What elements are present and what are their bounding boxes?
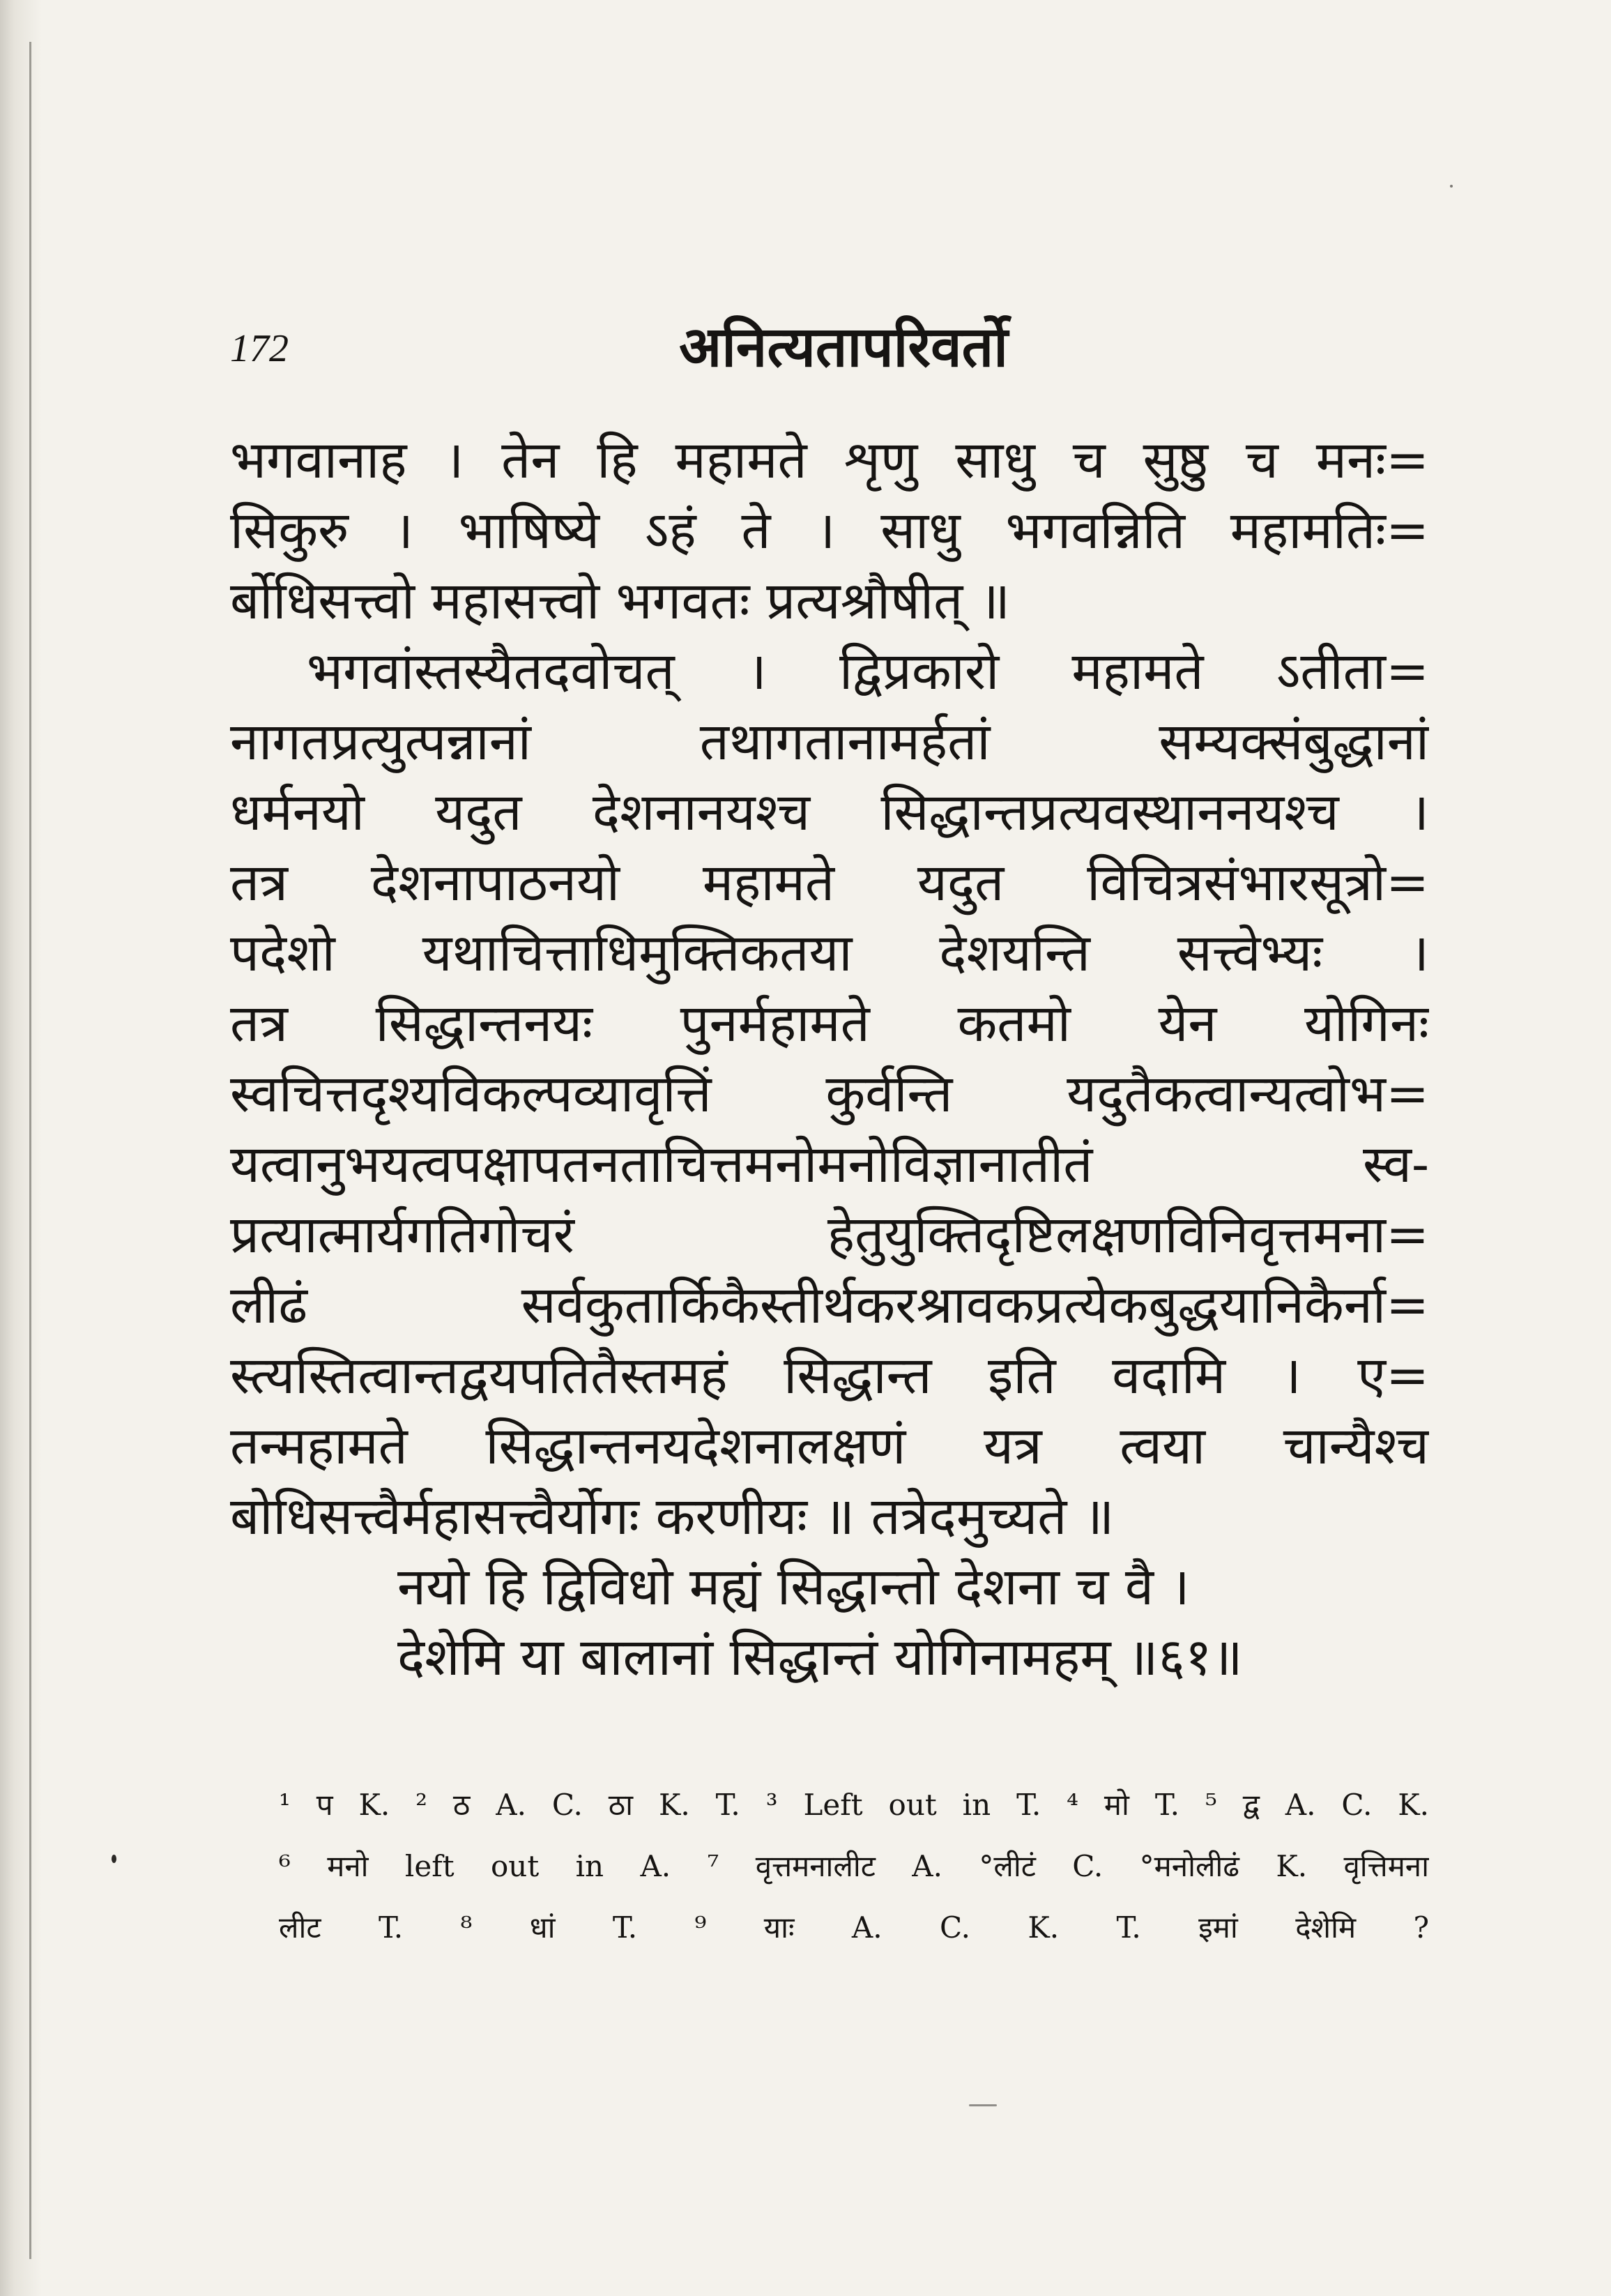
body-line: भगवांस्तस्यैतदवोचत् । द्विप्रकारो महामते ऽतीता=: [307, 641, 1429, 701]
body-line: बोधिसत्त्वैर्महासत्त्वैर्योगः करणीयः ॥ तत्रेदमुच्यते ॥: [230, 1487, 1115, 1546]
sanskrit-body: [230, 425, 1429, 1693]
body-line: र्बोधिसत्त्वो महासत्त्वो भगवतः प्रत्यश्रौषीत् ॥: [230, 571, 1011, 631]
verse-line: देशेमि या बालानां सिद्धान्तं योगिनामहम् ॥६१॥: [397, 1627, 1243, 1687]
body-line: भगवानाह । तेन हि महामते शृणु साधु च सुष्ठु च मनः=: [230, 430, 1429, 490]
body-line: लीढं सर्वकुतार्किकैस्तीर्थकरश्रावकप्रत्येकबुद्धयानिकैर्ना=: [230, 1275, 1429, 1335]
scan-speck: [969, 2104, 997, 2106]
body-line: नागतप्रत्युत्पन्नानां तथागतानामर्हतां सम्यक्संबुद्धानां: [230, 712, 1429, 772]
body-line: यत्वानुभयत्वपक्षापतनताचित्तमनोमनोविज्ञानातीतं स्व-: [230, 1134, 1429, 1194]
body-line: तन्महामते सिद्धान्तनयदेशनालक्षणं यत्र त्वया चान्यैश्च: [230, 1416, 1429, 1476]
body-line: तत्र देशनापाठनयो महामते यदुत विचित्रसंभारसूत्रो=: [230, 853, 1429, 913]
body-line: धर्मनयो यदुत देशनानयश्च सिद्धान्तप्रत्यवस्थाननयश्च ।: [230, 782, 1429, 842]
body-line: सिकुरु । भाषिष्ये ऽहं ते । साधु भगवन्निति महामतिः=: [230, 501, 1429, 561]
body-line: तत्र सिद्धान्तनयः पुनर्महामते कतमो येन योगिनः: [230, 994, 1429, 1054]
body-line: पदेशो यथाचित्ताधिमुक्तिकतया देशयन्ति सत्त्वेभ्यः ।: [230, 923, 1429, 983]
running-head: अनित्यतापरिवर्तो: [679, 314, 1008, 379]
footnotes: [279, 1774, 1429, 1959]
scan-speck: [112, 1855, 116, 1863]
footnote-line: लीट T. ⁸ धां T. ⁹ याः A. C. K. T. इमां देशेमि ?: [279, 1910, 1429, 1945]
page-header: [0, 307, 1611, 390]
body-line: स्त्यस्तित्वान्तद्वयपतितैस्तमहं सिद्धान्त इति वदामि । ए=: [230, 1346, 1429, 1406]
footnote-line: ¹ प K. ² ठ A. C. ठा K. T. ³ Left out in T. ⁴ मो T. ⁵ द्व A. C. K.: [279, 1788, 1429, 1822]
scan-speck: [1450, 185, 1453, 188]
verse-line: नयो हि द्विविधो मह्यं सिद्धान्तो देशना च वै ।: [397, 1557, 1190, 1617]
body-line: स्वचित्तदृश्यविकल्पव्यावृत्तिं कुर्वन्ति यदुतैकत्वान्यत्वोभ=: [230, 1064, 1429, 1124]
body-line: प्रत्यात्मार्यगतिगोचरं हेतुयुक्तिदृष्टिलक्षणविनिवृत्तमना=: [230, 1205, 1429, 1265]
page-number: 172: [230, 327, 289, 370]
footnote-line: ⁶ मनो left out in A. ⁷ वृत्तमनालीट A. °लीटं C. °मनोलीढं K. वृत्तिमना: [279, 1849, 1429, 1883]
